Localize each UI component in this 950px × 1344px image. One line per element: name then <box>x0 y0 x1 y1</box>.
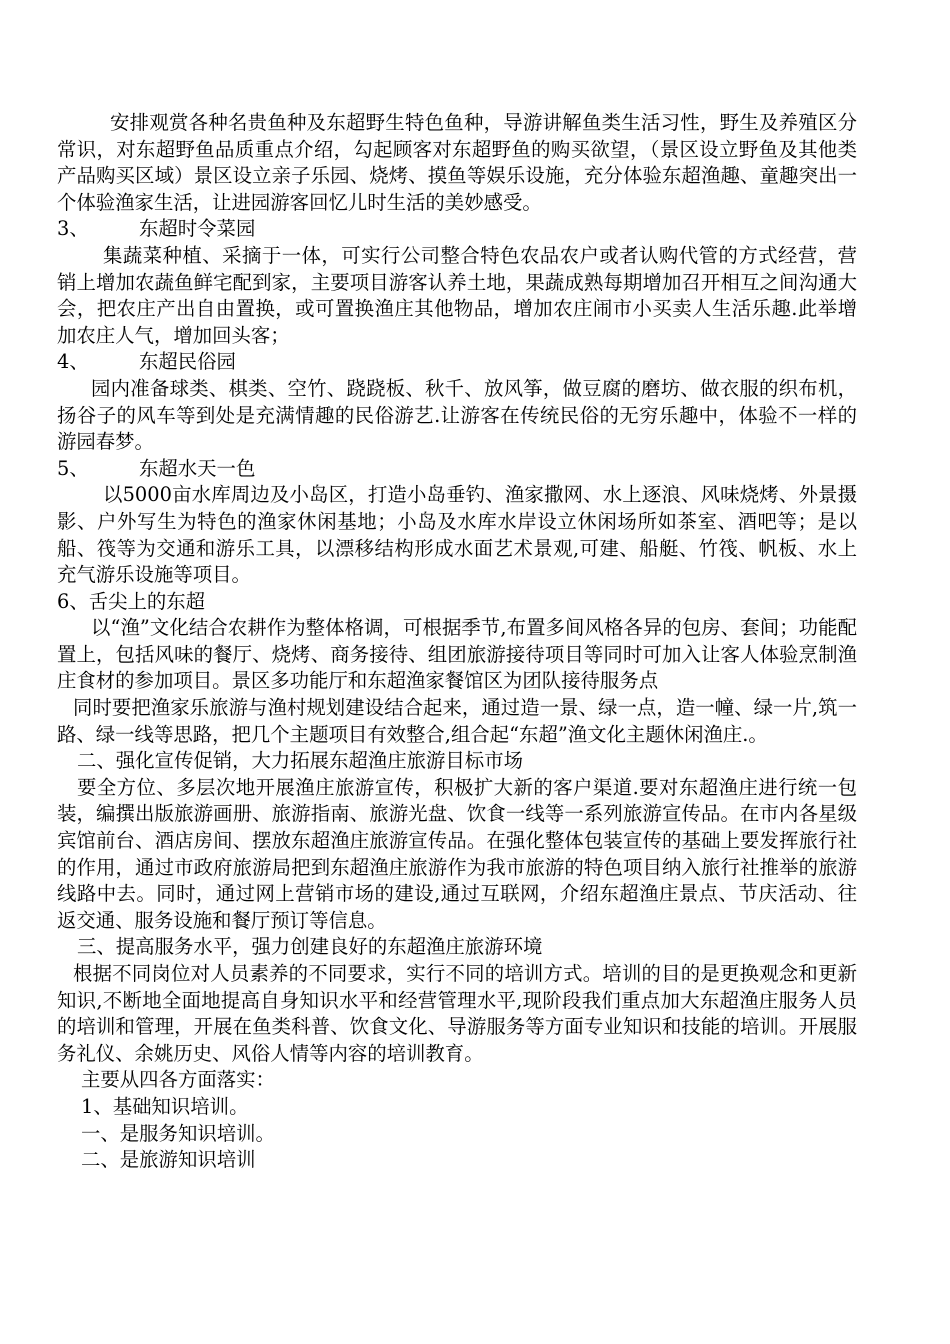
list-intro: 主要从四各方面落实： <box>81 1068 275 1092</box>
section-heading-service: 三、提高服务水平，强力创建良好的东超渔庄旅游环境 <box>77 935 543 959</box>
paragraph-vegetable-garden: 集蔬菜种植、采摘于一体，可实行公司整合特色农品农户或者认购代管的方式经营，营销上增加农蔬鱼鲜宅配到家，主要项目游客认养土地，果蔬成熟每期增加召开相互之间沟通大会，把农庄产出自由置换，或可置换渔庄其他物品，增加农庄闹市小买卖人生活乐趣.此举增加农庄人气，增加回头客； <box>57 243 857 347</box>
heading-folk-custom-park <box>57 349 857 376</box>
list-item: 二、是旅游知识培训 <box>81 1148 256 1172</box>
paragraph-folk-custom-park: 园内准备球类、棋类、空竹、跷跷板、秋千、放风筝，做豆腐的磨坊、做衣服的织布机，扬谷子的风车等到处是充满情趣的民俗游艺.让游客在传统民俗的无穷乐趣中，体验不一样的游园春梦。 <box>57 376 857 454</box>
heading-number: 3、 <box>57 217 89 241</box>
heading-number: 5、 <box>57 456 89 480</box>
heading-tongue-tip: 6、舌尖上的东超 <box>57 589 206 613</box>
list-item: 1、基础知识培训。 <box>81 1094 249 1118</box>
paragraph-fish-viewing: 安排观赏各种名贵鱼种及东超野生特色鱼种，导游讲解鱼类生活习性，野生及养殖区分常识，对东超野鱼品质重点介绍，勾起顾客对东超野鱼的购买欲望，（景区设立野鱼及其他类产品购买区域）景区设立亲子乐园、烧烤、摸鱼等娱乐设施，充分体验东超渔趣、童趣突出一个体验渔家生活，让进园游客回忆儿时生活的美妙感受。 <box>57 111 857 214</box>
heading-water-sky <box>57 456 857 483</box>
paragraph-fishing-culture: 以“渔”文化结合农耕作为整体格调，可根据季节,布置多间风格各异的包房、套间；功能配置上，包括风味的餐厅、烧烤、商务接待、组团旅游接待项目等同时可加入让客人体验烹制渔庄食材的参加项目。景区多功能厅和东超渔家餐馆区为团队接待服务点 <box>57 616 857 693</box>
document-body <box>57 110 857 1174</box>
paragraph-village-planning: 同时要把渔家乐旅游与渔村规划建设结合起来，通过造一景、绿一点，造一幢、绿一片,筑一路、绿一线等思路，把几个主题项目有效整合,组合起“东超”渔文化主题休闲渔庄.。 <box>57 696 857 746</box>
heading-number: 4、 <box>57 350 89 374</box>
section-heading-promotion: 二、强化宣传促销，大力拓展东超渔庄旅游目标市场 <box>77 749 523 773</box>
paragraph-water-sky: 以5000亩水库周边及小岛区，打造小岛垂钓、渔家撒网、水上逐浪、风味烧烤、外景摄影、户外写生为特色的渔家休闲基地；小岛及水库水岸设立休闲场所如茶室、酒吧等；是以船、筏等为交通和游乐工具，以漂移结构形成水面艺术景观,可建、船艇、竹筏、帆板、水上充气游乐设施等项目。 <box>57 483 857 587</box>
paragraph-training: 根据不同岗位对人员素养的不同要求，实行不同的培训方式。培训的目的是更换观念和更新知识,不断地全面地提高自身知识水平和经营管理水平,现阶段我们重点加大东超渔庄服务人员的培训和管理，开展在鱼类科普、饮食文化、导游服务等方面专业知识和技能的培训。开展服务礼仪、余姚历史、风俗人情等内容的培训教育。 <box>57 962 857 1065</box>
heading-seasonal-vegetable-garden <box>57 216 857 243</box>
heading-title: 东超时令菜园 <box>139 217 256 241</box>
list-item: 一、是服务知识培训。 <box>81 1121 275 1145</box>
heading-title: 东超水天一色 <box>139 456 256 480</box>
paragraph-promotion: 要全方位、多层次地开展渔庄旅游宣传，积极扩大新的客户渠道.要对东超渔庄进行统一包装，编撰出版旅游画册、旅游指南、旅游光盘、饮食一线等一系列旅游宣传品。在市内各星级宾馆前台、酒店房间、摆放东超渔庄旅游宣传品。在强化整体包装宣传的基础上要发挥旅行社的作用，通过市政府旅游局把到东超渔庄旅游作为我市旅游的特色项目纳入旅行社推举的旅游线路中去。同时，通过网上营销市场的建设,通过互联网，介绍东超渔庄景点、节庆活动、往返交通、服务设施和餐厅预订等信息。 <box>57 775 857 932</box>
heading-title: 东超民俗园 <box>139 350 236 374</box>
